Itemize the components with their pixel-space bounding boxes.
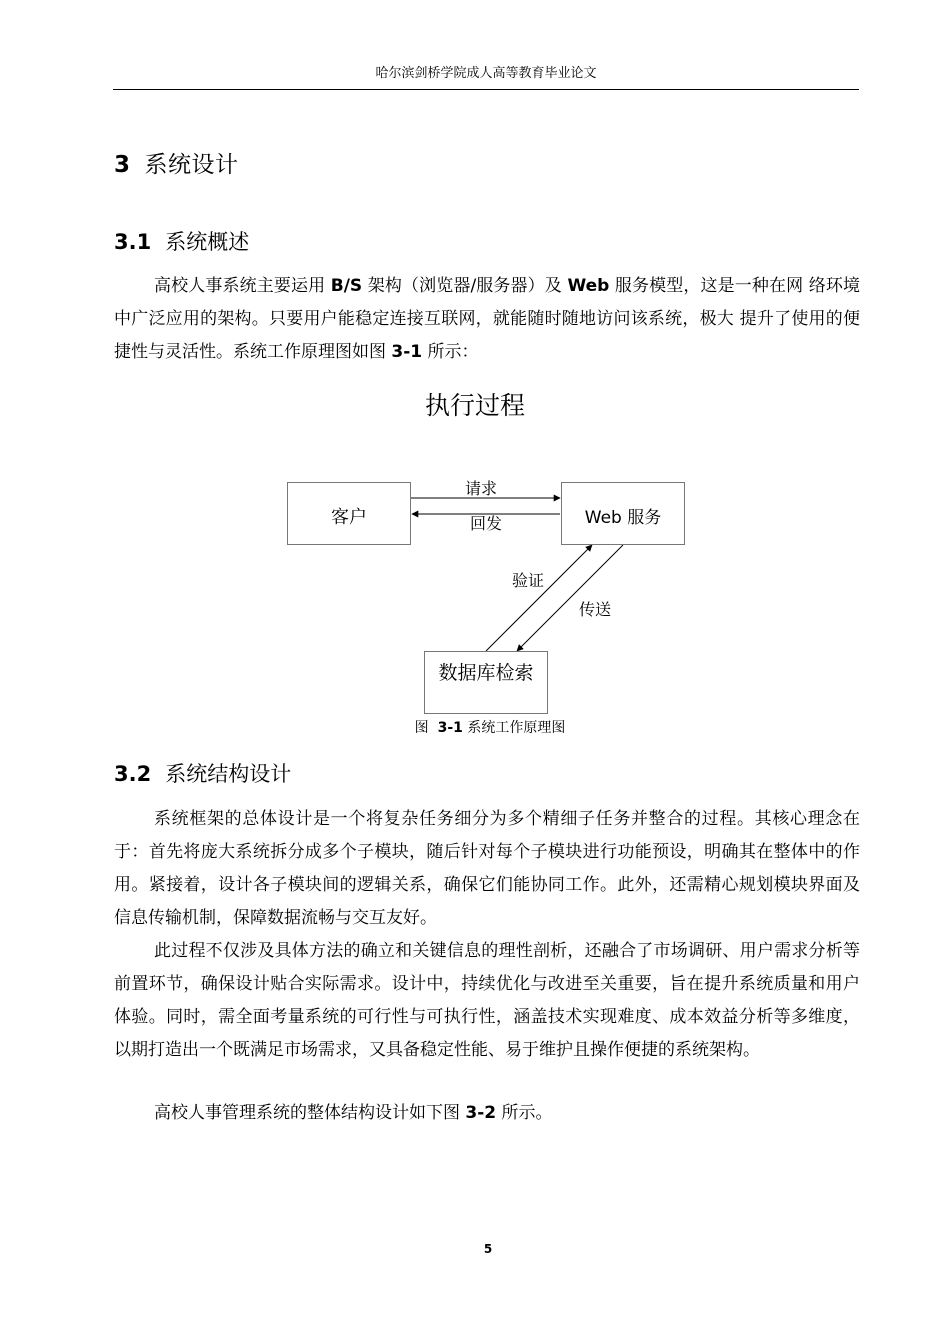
transfer-label: 传送 xyxy=(579,600,612,619)
reply-label: 回发 xyxy=(470,514,503,533)
text-run: 高校人事系统主要运用 xyxy=(154,276,331,296)
section-title: 系统结构设计 xyxy=(165,762,292,786)
figure-title: 执行过程 xyxy=(424,391,525,420)
section-title: 系统概述 xyxy=(165,230,250,254)
caption-number: 3-1 xyxy=(437,720,463,736)
section-number: 3.1 xyxy=(114,230,152,254)
request-label: 请求 xyxy=(465,479,498,498)
text-run: 架构（浏览器/服务器）及 xyxy=(362,276,568,296)
text-run: 高校人事管理系统的整体结构设计如下图 xyxy=(154,1103,466,1123)
section-3-2-paragraph-1: 系统框架的总体设计是一个将复杂任务细分为多个精细子任务并整合的过程。其核心理念在于：首先将庞大系统拆分成多个子模块，随后针对每个子模块进行功能预设，明确其在整体中的作用。紧接着，设计各子模块间的逻辑关系，确保它们能协同工作。此外，还需精心规划模块界面及信息传输机制，保障数据流畅与交互友好。 xyxy=(114,809,860,928)
section-3-2-paragraph-3 xyxy=(114,1097,860,1130)
client-node-label: 客户 xyxy=(331,507,367,528)
running-header: 哈尔滨剑桥学院成人高等教育毕业论文 xyxy=(375,66,597,81)
caption-prefix: 图 xyxy=(414,720,429,736)
text-run-bold: 3-1 xyxy=(391,342,423,362)
text-run: 服务模型，这是一种在网 络环境中广泛应用的架构。只要用户能稳定连接互联网，就能随时随地访问该系统，极大 提升了使用的便捷性与灵活性。系统工作原理图如图 xyxy=(114,276,860,362)
page-number: 5 xyxy=(483,1242,493,1256)
verify-label: 验证 xyxy=(512,571,545,590)
text-run-bold: Web xyxy=(567,276,610,296)
web-service-node xyxy=(561,482,685,545)
figure-caption xyxy=(0,718,950,738)
text-run-bold: 3-2 xyxy=(465,1103,497,1123)
database-node xyxy=(424,651,548,714)
section-number: 3.2 xyxy=(114,762,152,786)
client-node xyxy=(287,482,411,545)
section-3-2-paragraph-2: 此过程不仅涉及具体方法的确立和关键信息的理性剖析，还融合了市场调研、用户需求分析等前置环节，确保设计贴合实际需求。设计中，持续优化与改进至关重要，旨在提升系统质量和用户体验。同时，需全面考量系统的可行性与可执行性，涵盖技术实现难度、成本效益分析等多维度，以期打造出一个既满足市场需求，又具备稳定性能、易于维护且操作便捷的系统架构。 xyxy=(114,941,860,1060)
chapter-title: 系统设计 xyxy=(144,152,239,178)
verify-arrow xyxy=(486,545,592,651)
text-run: 所示。 xyxy=(496,1103,553,1123)
text-run: 所示： xyxy=(422,342,479,362)
chapter-number: 3 xyxy=(114,152,131,178)
section-heading-3-2 xyxy=(114,759,291,789)
text-run-bold: B/S xyxy=(330,276,363,296)
transfer-arrow xyxy=(517,545,623,651)
web-service-node-label: Web 服务 xyxy=(584,508,662,528)
caption-text: 系统工作原理图 xyxy=(467,720,566,736)
database-node-label: 数据库检索 xyxy=(438,662,534,684)
